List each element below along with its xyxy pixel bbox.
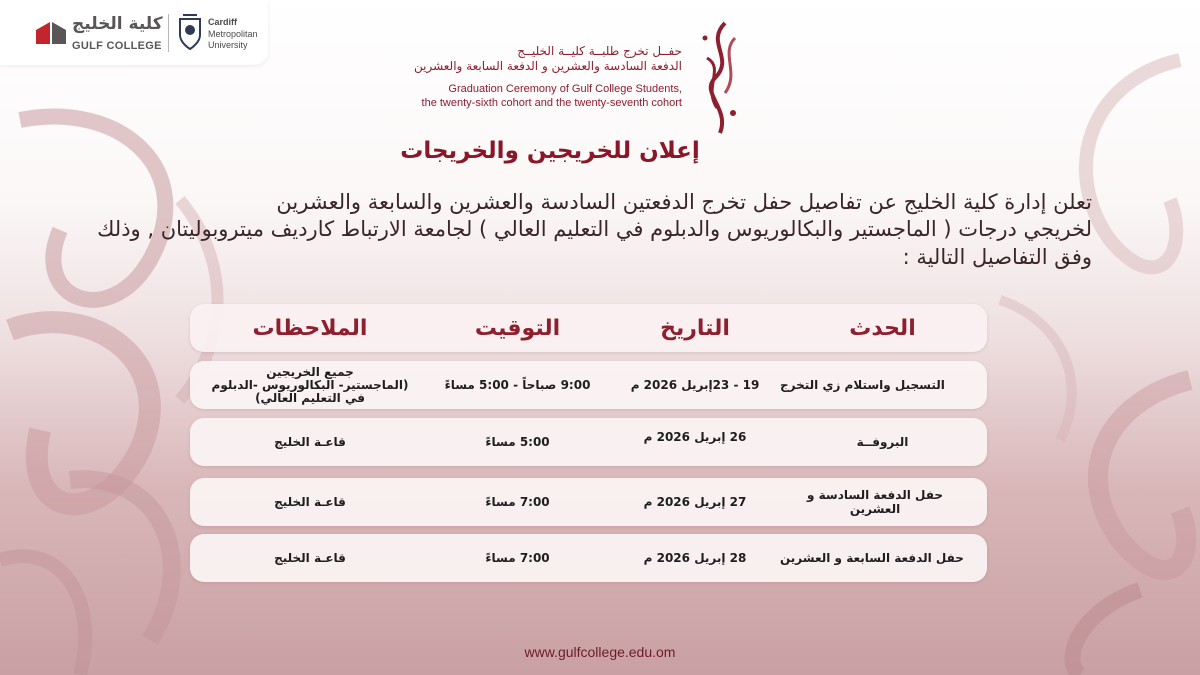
logo-divider xyxy=(168,14,169,52)
row-notes-line1: جميع الخريجين xyxy=(266,364,354,379)
ceremony-title-arabic-2: الدفعة السادسة والعشرين و الدفعة السابعة والعشرين xyxy=(413,59,682,73)
header-logos xyxy=(0,0,268,65)
row-event: التسجيل واستلام زي التخرج xyxy=(780,378,945,392)
announcement-body-line3: وفق التفاصيل التالية : xyxy=(902,245,1092,269)
cardiff-name-line1: Cardiff xyxy=(208,17,237,27)
cardiff-name-line3: University xyxy=(208,40,248,50)
announcement-body-line1: تعلن إدارة كلية الخليج عن تفاصيل حفل تخرج الدفعتين السادسة والعشرين والسابعة والعشرين xyxy=(276,190,1092,214)
row-date: 26 إبريل 2026 م xyxy=(643,430,747,444)
header-time: التوقيت xyxy=(474,315,561,341)
row-notes: قاعـة الخليج xyxy=(274,434,346,449)
row-notes-line2: (الماجستير- البكالوريوس -الدبلوم xyxy=(211,377,409,392)
row-notes: قاعـة الخليج xyxy=(274,494,346,509)
table-row xyxy=(190,478,987,526)
row-notes xyxy=(210,361,410,409)
row-time: 7:00 مساءً xyxy=(485,551,550,565)
header-date: التاريخ xyxy=(660,315,730,341)
row-time: 5:00 مساءً xyxy=(485,435,550,449)
row-event: حفل الدفعة السابعة و العشرين xyxy=(780,551,964,565)
table-row xyxy=(190,361,987,409)
gulf-college-logo-icon xyxy=(36,22,66,44)
cardiff-name-line2: Metropolitan xyxy=(208,29,258,39)
row-event: حفل الدفعة السادسة و العشرين xyxy=(806,488,944,516)
cardiff-crest-icon xyxy=(177,13,203,51)
header-event: الحدث xyxy=(849,315,916,341)
calligraphy-emblem-icon xyxy=(695,18,745,138)
row-time: 9:00 صباحاً - 5:00 مساءً xyxy=(444,378,591,392)
announcement-title: إعلان للخريجين والخريجات xyxy=(400,138,700,164)
gulf-college-english-name: GULF COLLEGE xyxy=(72,40,162,52)
row-event: البروفــة xyxy=(856,435,909,449)
row-date: 28 إبريل 2026 م xyxy=(643,551,747,565)
row-notes-line3: في التعليم العالي) xyxy=(255,390,365,405)
table-header-row xyxy=(190,304,987,352)
announcement-body-line2: لخريجي درجات ( الماجستير والبكالوريوس والدبلوم في التعليم العالي ) لجامعة الارتباط كارديف ميتروبوليتان , وذلك xyxy=(97,217,1092,241)
table-row xyxy=(190,534,987,582)
row-date: 19 - 23إبريل 2026 م xyxy=(630,378,760,392)
ceremony-title-english-1: Graduation Ceremony of Gulf College Students, xyxy=(448,83,682,95)
gulf-college-arabic-name: كلية الخليج xyxy=(72,14,163,34)
ceremony-title-english-2: the twenty-sixth cohort and the twenty-seventh cohort xyxy=(421,97,682,109)
row-time: 7:00 مساءً xyxy=(485,495,550,509)
website-link[interactable]: www.gulfcollege.edu.om xyxy=(524,644,676,660)
ceremony-title-arabic-1: حفــل تخرج طلبــة كليــة الخليــج xyxy=(517,44,682,58)
row-notes: قاعـة الخليج xyxy=(274,550,346,565)
table-row xyxy=(190,418,987,466)
header-notes: الملاحظات xyxy=(252,315,368,341)
row-date: 27 إبريل 2026 م xyxy=(643,495,747,509)
